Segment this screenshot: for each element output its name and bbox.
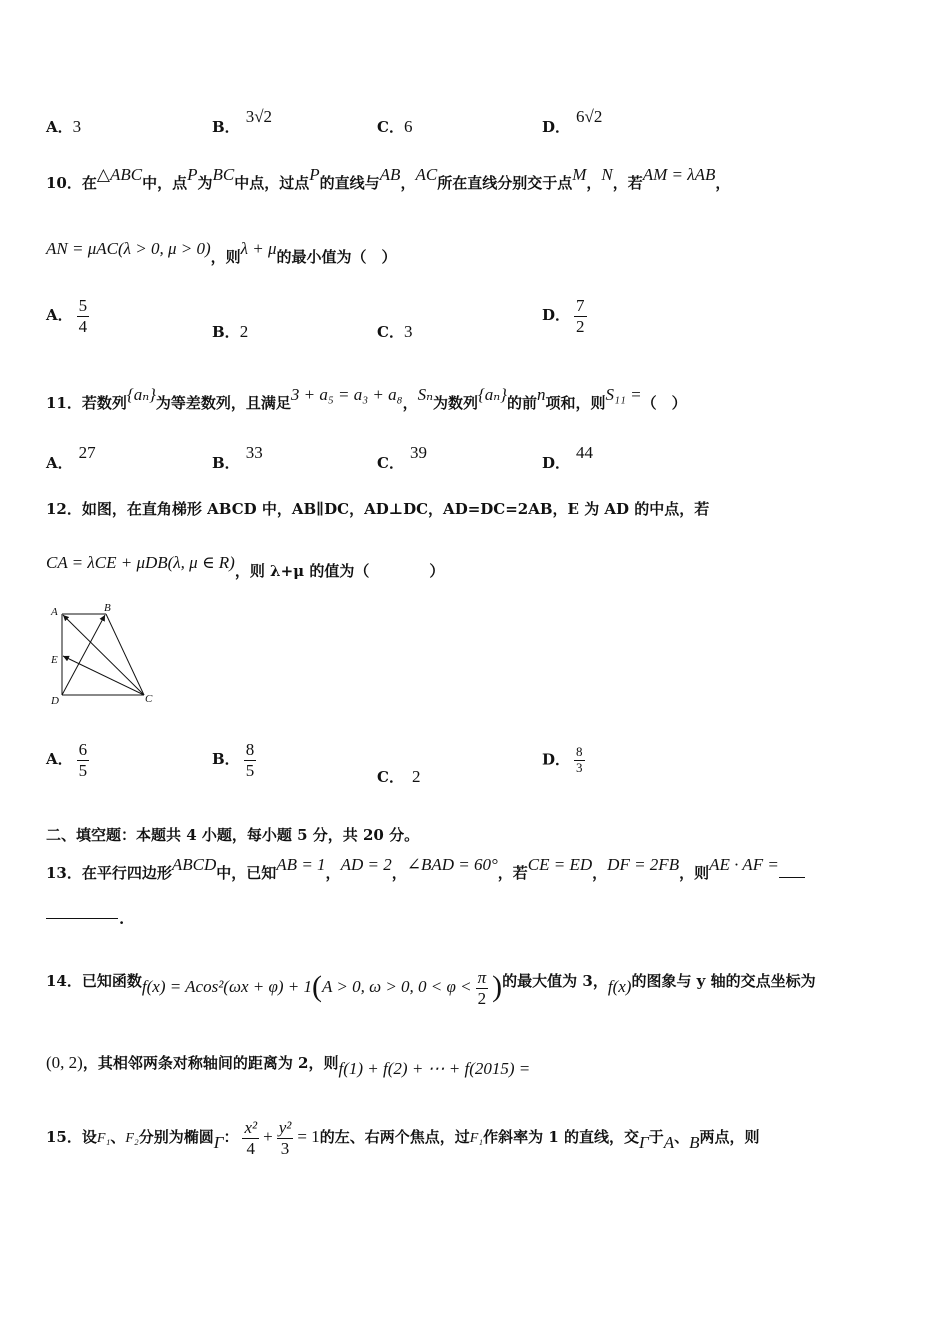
q10-option-c: C．3 [377,322,413,341]
q11-stem: 11．若数列{aₙ}为等差数列，且满足3 + a₅ = a₃ + a₈，Sₙ为数列{aₙ}的前n项和，则S₁₁ =（ ） [46,385,687,412]
vector-ce [63,656,144,695]
q15-stem: 15．设F₁、F₂分别为椭圆Γ： $\frac{\text{x²}}{4}$ + $\frac{\text{y²}}{3}$ = 1的左、右两个焦点，过F₁作斜率为 1 的直线，交Γ于A、B两点，则 [46,1118,760,1158]
q11-option-c: C．39 [377,443,427,472]
label-e: E [51,654,58,666]
q9-option-a: A．3 [46,117,82,136]
answer-blank[interactable] [779,863,805,878]
q11-option-a: A．27 [46,443,96,472]
q12-option-d: D． $\frac{8}{3}$ [542,744,583,775]
label-c: C [145,693,153,705]
label-a: A [51,606,58,618]
q13-stem: 13．在平行四边形ABCD中，已知AB = 1，AD = 2，∠BAD = 60°，若CE = ED，DF = 2FB，则AE · AF = [46,862,910,883]
q10-option-a: A． $\frac{5}{4}$ [46,296,88,336]
q10-stem-line1: 10．在△ABC中，点P为BC中点，过点P的直线与AB，AC所在直线分别交于点M，N，若AM = λAB， [46,165,731,192]
q9-option-b: B．3√2 [212,107,273,136]
q12-option-b: B． $\frac{8}{5}$ [212,740,255,780]
q13-end-period: . [119,910,125,928]
q9-option-d: D．6√2 [542,107,603,136]
answer-blank-continued[interactable] [46,918,118,919]
q9-option-c: C．6 [377,117,413,136]
label-b: B [104,602,111,614]
q12-option-a: A． $\frac{6}{5}$ [46,740,88,780]
q12-trapezoid-figure [40,600,170,715]
q14-stem-line1: 14．已知函数f(x) = Acos²(ωx + φ) + 1(A > 0, ω > 0, 0 < φ < $\frac{\pi}{2}$ )的最大值为 3，f(x)的图象与 y 轴的交点坐标为 [46,967,816,1008]
q10-stem-line2: AN = μAC(λ > 0, μ > 0)，则λ + μ的最小值为（ ） [46,239,397,266]
q10-option-b: B．2 [212,322,249,341]
q11-option-d: D．44 [542,443,594,472]
q14-stem-line2: (0, 2)，其相邻两条对称轴间的距离为 2，则f(1) + f(2) + ⋯ + f(2015) = [46,1053,531,1078]
vector-db [62,615,105,695]
q11-option-b: B．33 [212,443,263,472]
q12-stem-line1: 12．如图，在直角梯形 ABCD 中，AB∥DC，AD⊥DC，AD=DC=2AB，E 为 AD 的中点，若 [46,500,710,518]
label-d: D [51,695,59,707]
q12-option-c: C． 2 [377,767,421,786]
section-heading: 二、填空题：本题共 4 小题，每小题 5 分，共 20 分。 [46,826,420,844]
q12-stem-line2: CA = λCE + μDB(λ, μ ∈ R)，则 λ+μ 的值为（ ） [46,553,445,580]
q10-option-d: D． $\frac{7}{2}$ [542,296,585,336]
vector-ca [63,615,144,695]
edge-bc [106,614,144,695]
